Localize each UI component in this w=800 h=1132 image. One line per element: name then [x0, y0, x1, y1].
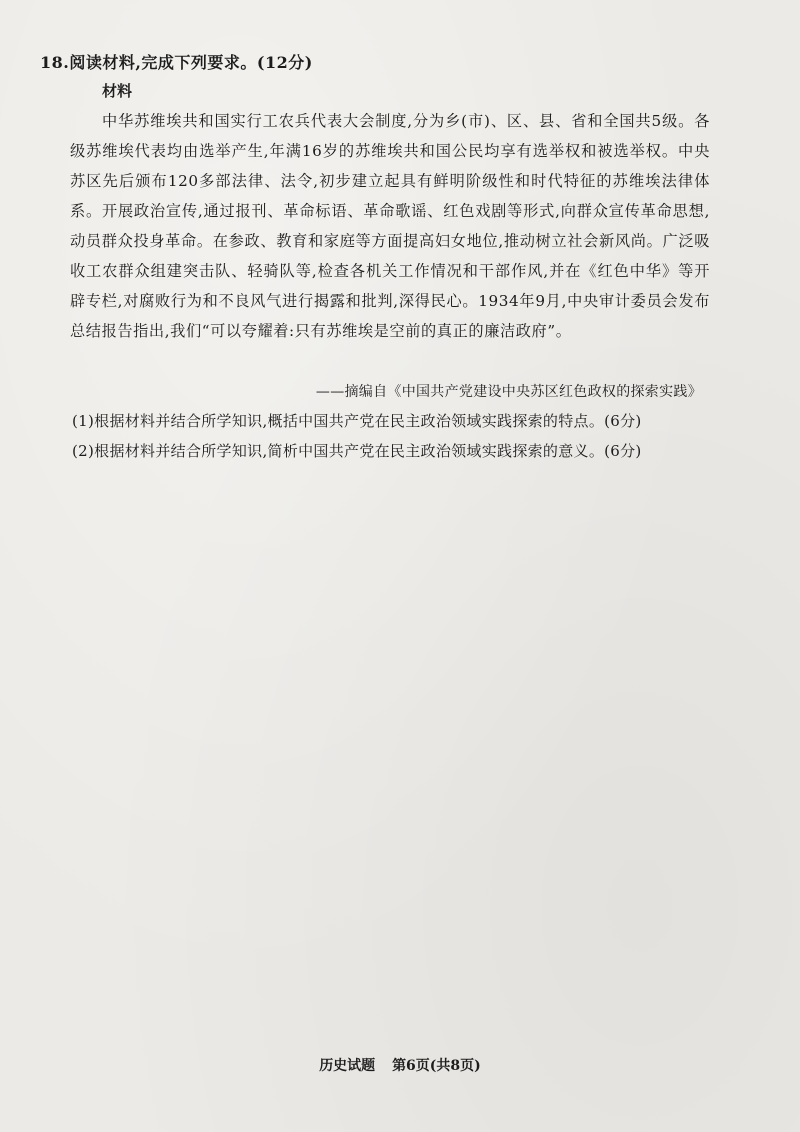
question-header: 18.阅读材料,完成下列要求。(12分) — [40, 53, 313, 72]
sub-question-1: (1)根据材料并结合所学知识,概括中国共产党在民主政治领域实践探索的特点。(6分) — [72, 412, 642, 430]
material-text: 中华苏维埃共和国实行工农兵代表大会制度,分为乡(市)、区、县、省和全国共5级。各级苏维埃代表均由选举产生,年满16岁的苏维埃共和国公民均享有选举权和被选举权。中央苏区先后颁布120多部法律、法令,初步建立起具有鲜明阶级性和时代特征的苏维埃法律体系。开展政治宣传,通过报刊、革命标语、革命歌谣、红色戏剧等形式,向群众宣传革命思想,动员群众投身革命。在参政、教育和家庭等方面提高妇女地位,推动树立社会新风尚。广泛吸收工农群众组建突击队、轻骑队等,检查各机关工作情况和干部作风,并在《红色中华》等开辟专栏,对腐败行为和不良风气进行揭露和批判,深得民心。1934年9月,中央审计委员会发布总结报告指出,我们“可以夸耀着:只有苏维埃是空前的真正的廉洁政府”。 — [70, 112, 710, 340]
material-label: 材料 — [102, 82, 133, 100]
page-footer — [0, 1055, 800, 1075]
material-source: ——摘编自《中国共产党建设中央苏区红色政权的探索实践》 — [315, 384, 702, 400]
footer-page-number: 第6页(共8页) — [392, 1058, 481, 1074]
footer-subject: 历史试题 — [319, 1058, 376, 1074]
sub-question-2: (2)根据材料并结合所学知识,简析中国共产党在民主政治领域实践探索的意义。(6分) — [72, 442, 642, 460]
